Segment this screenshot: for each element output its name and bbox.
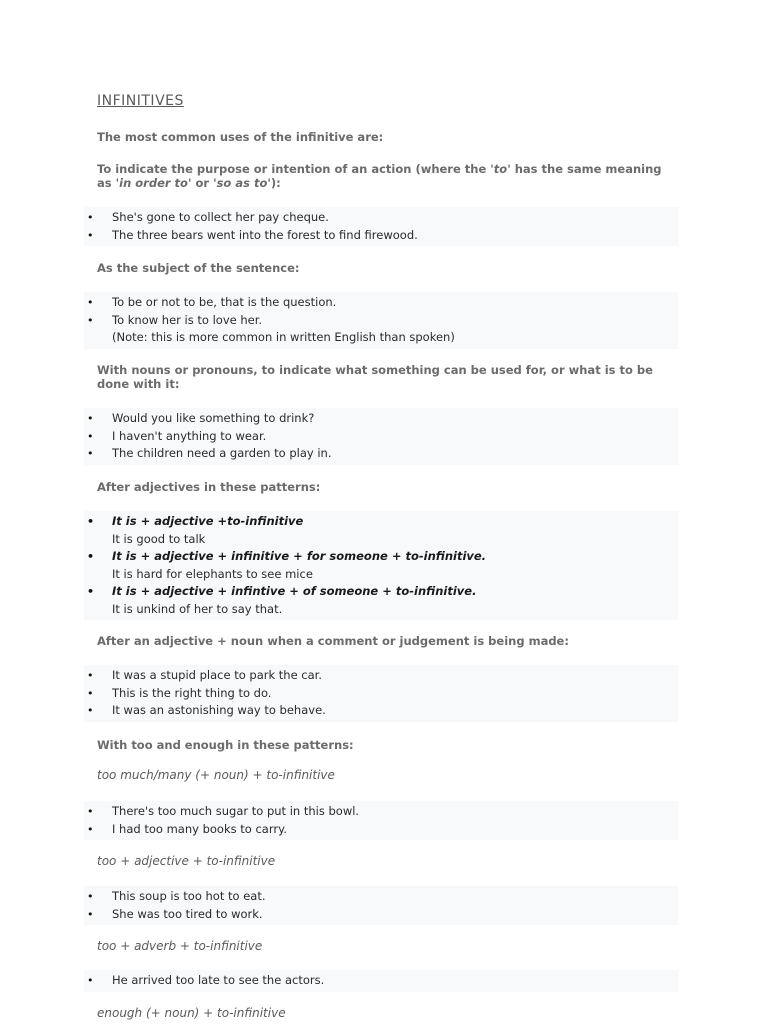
subject-examples-list: [84, 292, 678, 349]
adjectives-heading: After adjectives in these patterns:: [97, 480, 321, 494]
tooenough-heading: With too and enough in these patterns:: [97, 738, 354, 752]
nouns-heading: With nouns or pronouns, to indicate what something can be used for, or what is to be done with it:: [97, 363, 653, 391]
list-item: • She was too tired to work.: [84, 906, 678, 924]
list-item: • It was a stupid place to park the car.: [84, 667, 678, 685]
list-item: • I haven't anything to wear.: [84, 428, 678, 446]
pattern-example: It is hard for elephants to see mice: [112, 566, 313, 581]
pattern-too-adjective: too + adjective + to-infinitive: [97, 854, 276, 868]
adjnoun-examples-list: [84, 665, 678, 722]
list-item: • He arrived too late to see the actors.: [84, 972, 678, 990]
pattern-example: It is good to talk: [112, 531, 206, 546]
page-title: INFINITIVES: [97, 93, 184, 109]
adjective-patterns-list: [84, 511, 678, 620]
list-item: • To know her is to love her.: [84, 312, 678, 330]
purpose-examples-list: [84, 207, 678, 246]
list-item: • This is the right thing to do.: [84, 685, 678, 703]
pattern-item: • It is + adjective +to-infinitive: [84, 513, 678, 531]
list-item: • The three bears went into the forest to find firewood.: [84, 227, 678, 245]
list-item: • The children need a garden to play in.: [84, 445, 678, 463]
tooadv-examples-list: [84, 970, 678, 992]
intro-text: The most common uses of the infinitive are:: [97, 130, 384, 144]
list-item: • It was an astonishing way to behave.: [84, 702, 678, 720]
subject-note: (Note: this is more common in written English than spoken): [112, 330, 455, 344]
tooadj-examples-list: [84, 886, 678, 925]
pattern-enough: enough (+ noun) + to-infinitive: [97, 1006, 286, 1020]
list-item: • She's gone to collect her pay cheque.: [84, 209, 678, 227]
pattern-item: • It is + adjective + infintive + of someone + to-infinitive.: [84, 583, 678, 601]
list-item: • I had too many books to carry.: [84, 821, 678, 839]
pattern-too-adverb: too + adverb + to-infinitive: [97, 939, 263, 953]
pattern-item: • It is + adjective + infinitive + for someone + to-infinitive.: [84, 548, 678, 566]
toomuch-examples-list: [84, 801, 678, 840]
pattern-too-much: too much/many (+ noun) + to-infinitive: [97, 768, 335, 782]
list-item: • This soup is too hot to eat.: [84, 888, 678, 906]
list-item: • To be or not to be, that is the question.: [84, 294, 678, 312]
list-item: • Would you like something to drink?: [84, 410, 678, 428]
pattern-example: It is unkind of her to say that.: [112, 601, 283, 616]
adjnoun-heading: After an adjective + noun when a comment or judgement is being made:: [97, 634, 569, 648]
nouns-examples-list: [84, 408, 678, 465]
purpose-heading: To indicate the purpose or intention of an action (where the 'to' has the same meaning as 'in order to' or 'so as to'):: [97, 162, 662, 190]
list-item: • There's too much sugar to put in this bowl.: [84, 803, 678, 821]
subject-heading: As the subject of the sentence:: [97, 261, 300, 275]
